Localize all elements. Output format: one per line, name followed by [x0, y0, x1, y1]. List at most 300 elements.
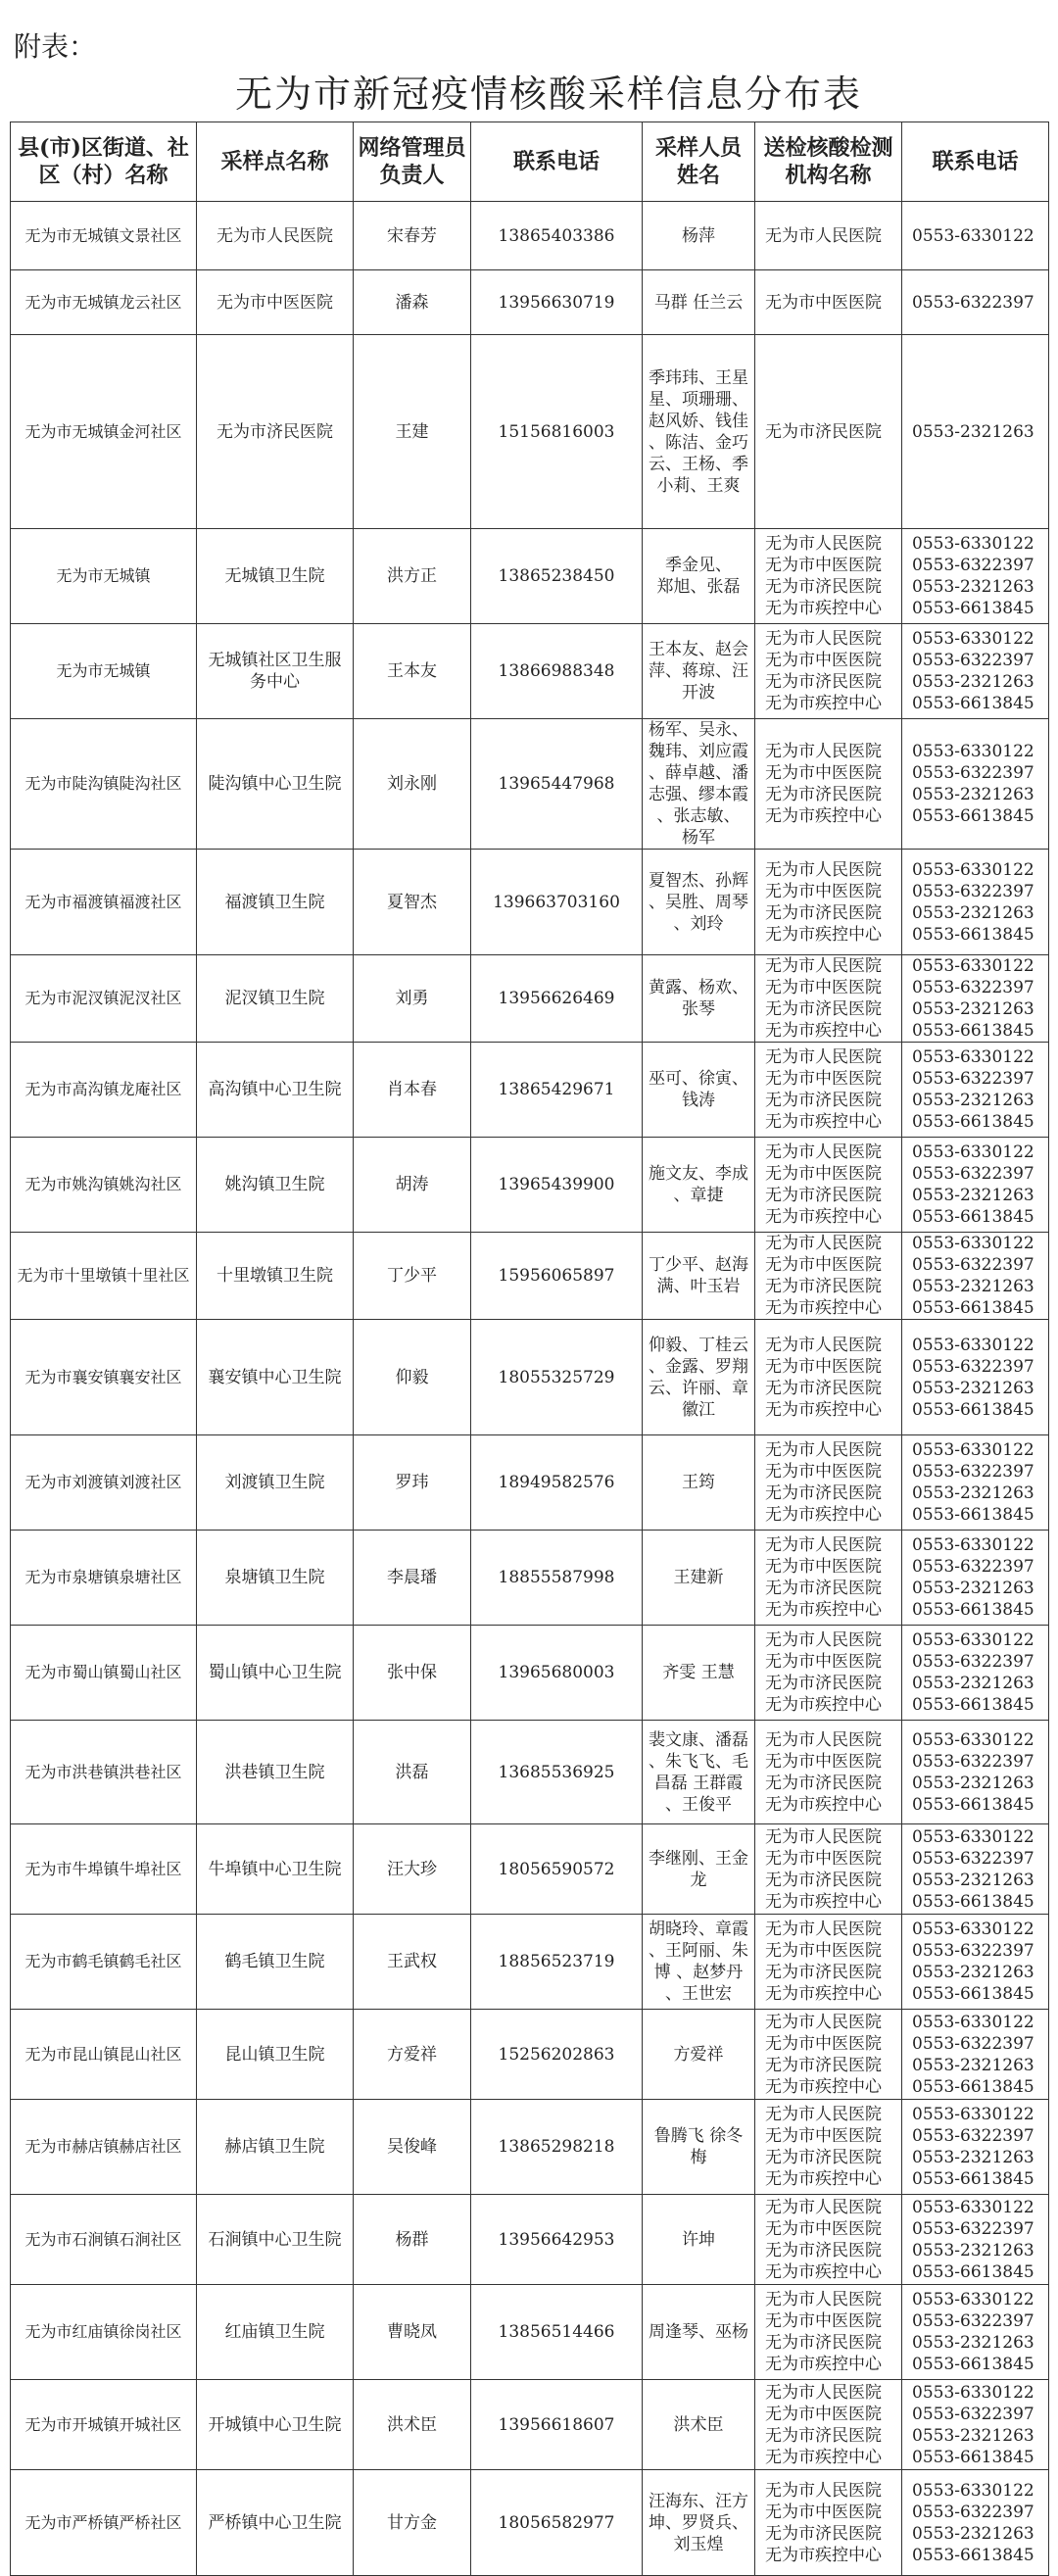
lab-phone-line: 0553-6322397 [912, 2502, 1034, 2522]
cell-staff [643, 2285, 755, 2380]
lab-line: 无为市济民医院 [765, 421, 882, 442]
lab-line: 无为市中医医院 [765, 978, 882, 997]
lab-line: 无为市疾控中心 [765, 1207, 882, 1227]
staff-line: 、金露、罗翔 [649, 1356, 748, 1377]
cell-admin: 吴俊峰 [354, 2100, 471, 2195]
lab-line: 无为市疾控中心 [765, 599, 882, 618]
cell-lab-phone [902, 850, 1049, 955]
lab-phone-line: 0553-6330122 [912, 2105, 1034, 2124]
cell-lab [755, 1043, 902, 1138]
cell-staff [643, 1320, 755, 1435]
staff-line: 、王世宏 [665, 1984, 732, 2004]
staff-line: 杨军、吴永、 [649, 720, 748, 740]
cell-lab [755, 2195, 902, 2285]
cell-phone: 18056582977 [471, 2470, 643, 2576]
cell-phone: 15256202863 [471, 2010, 643, 2100]
cell-staff [643, 624, 755, 719]
cell-admin: 洪术臣 [354, 2380, 471, 2470]
cell-site: 无为市无城镇金河社区 [11, 335, 197, 529]
lab-phone-line: 0553-6613845 [912, 694, 1034, 713]
lab-phone-line: 0553-6613845 [912, 2169, 1034, 2189]
cell-point: 牛埠镇中心卫生院 [197, 1824, 354, 1915]
staff-line: 仰毅、丁桂云 [649, 1335, 748, 1355]
lab-line: 无为市疾控中心 [765, 2076, 882, 2097]
cell-phone: 13956626469 [471, 955, 643, 1043]
table-row [11, 1915, 1049, 2010]
lab-line: 无为市济民医院 [765, 1773, 882, 1793]
cell-lab [755, 270, 902, 335]
cell-admin: 汪大珍 [354, 1824, 471, 1915]
cell-point: 襄安镇中心卫生院 [197, 1320, 354, 1435]
lab-phone-line: 0553-6322397 [912, 556, 1034, 575]
table-row [11, 270, 1049, 335]
lab-line: 无为市济民医院 [765, 1091, 882, 1110]
cell-site: 无为市赫店镇赫店社区 [11, 2100, 197, 2195]
lab-phone-line: 0553-6330122 [912, 1047, 1034, 1067]
lab-line: 无为市疾控中心 [765, 2545, 882, 2565]
lab-line: 无为市人民医院 [765, 629, 882, 649]
lab-phone-line: 0553-6613845 [912, 924, 1034, 945]
lab-phone-line: 0553-6330122 [912, 534, 1034, 554]
lab-phone-line: 0553-6330122 [912, 956, 1034, 976]
lab-line: 无为市人民医院 [765, 1535, 882, 1555]
cell-lab-phone [902, 335, 1049, 529]
lab-phone-line: 0553-2321263 [912, 2148, 1034, 2167]
lab-line: 无为市济民医院 [765, 2333, 882, 2353]
cell-phone: 13965439900 [471, 1138, 643, 1233]
lab-phone-line: 0553-6330122 [912, 225, 1034, 246]
cell-point: 昆山镇卫生院 [197, 2010, 354, 2100]
table-row [11, 2195, 1049, 2285]
lab-phone-line: 0553-6322397 [912, 1751, 1034, 1772]
lab-phone-line: 0553-6322397 [912, 763, 1034, 783]
caption: 附表： [14, 30, 97, 63]
lab-line: 无为市济民医院 [765, 2055, 882, 2075]
lab-line: 无为市中医医院 [765, 1462, 882, 1482]
lab-line: 无为市济民医院 [765, 1674, 882, 1693]
table-row [11, 2380, 1049, 2470]
lab-phone-line: 0553-6330122 [912, 1729, 1034, 1750]
lab-phone-line: 0553-6322397 [912, 1941, 1034, 1961]
staff-line: 胡晓玲、章霞 [649, 1920, 748, 1939]
lab-phone-line: 0553-6322397 [912, 2033, 1034, 2054]
lab-phone-line: 0553-6613845 [912, 1112, 1034, 1132]
cell-staff [643, 1824, 755, 1915]
cell-site: 无为市开城镇开城社区 [11, 2380, 197, 2470]
cell-lab-phone [902, 202, 1049, 270]
cell-point: 严桥镇中心卫生院 [197, 2470, 354, 2576]
lab-phone-line: 0553-2321263 [912, 1963, 1034, 1982]
cell-phone: 13956618607 [471, 2380, 643, 2470]
cell-lab-phone [902, 1721, 1049, 1824]
staff-line: 龙 [690, 1870, 707, 1890]
lab-line: 无为市中医医院 [765, 556, 882, 575]
cell-lab-phone [902, 1824, 1049, 1915]
lab-phone-line: 0553-2321263 [912, 2240, 1034, 2260]
lab-line: 无为市人民医院 [765, 742, 882, 761]
cell-point: 开城镇中心卫生院 [197, 2380, 354, 2470]
staff-line: 季玮玮、王星 [649, 367, 748, 388]
table-row [11, 2100, 1049, 2195]
cell-phone: 15156816003 [471, 335, 643, 529]
lab-phone-line: 0553-6613845 [912, 2261, 1034, 2282]
cell-site: 无为市陡沟镇陡沟社区 [11, 719, 197, 850]
cell-staff [643, 1043, 755, 1138]
cell-site: 无为市姚沟镇姚沟社区 [11, 1138, 197, 1233]
lab-phone-line: 0553-6322397 [912, 881, 1034, 901]
cell-lab-phone [902, 955, 1049, 1043]
lab-line: 无为市济民医院 [765, 2148, 882, 2167]
cell-lab-phone [902, 624, 1049, 719]
lab-line: 无为市人民医院 [765, 1920, 882, 1939]
cell-lab [755, 624, 902, 719]
lab-phone-line: 0553-6613845 [912, 599, 1034, 618]
lab-phone-line: 0553-6613845 [912, 1984, 1034, 2004]
lab-phone-line: 0553-2321263 [912, 1186, 1034, 1205]
lab-phone-line: 0553-6322397 [912, 978, 1034, 997]
lab-line: 无为市人民医院 [765, 225, 882, 246]
header-admin: 网络管理员负责人 [354, 122, 471, 202]
cell-staff [643, 1138, 755, 1233]
lab-line: 无为市人民医院 [765, 2012, 882, 2032]
header-lab: 送检核酸检测机构名称 [755, 122, 902, 202]
lab-phone-line: 0553-2321263 [912, 1091, 1034, 1110]
cell-site: 无为市十里墩镇十里社区 [11, 1233, 197, 1320]
staff-line: 昌磊 王群霞 [653, 1773, 744, 1793]
lab-line: 无为市人民医院 [765, 1729, 882, 1750]
cell-staff [643, 1233, 755, 1320]
staff-line: 周逢琴、巫杨 [649, 2322, 748, 2342]
staff-line: 星、项珊珊、 [649, 389, 748, 410]
cell-admin: 刘勇 [354, 955, 471, 1043]
lab-line: 无为市中医医院 [765, 1652, 882, 1672]
cell-admin: 潘森 [354, 270, 471, 335]
cell-site: 无为市无城镇 [11, 529, 197, 624]
table-row [11, 2010, 1049, 2100]
cell-staff [643, 1435, 755, 1531]
cell-point: 刘渡镇卫生院 [197, 1435, 354, 1531]
cell-site: 无为市鹤毛镇鹤毛社区 [11, 1915, 197, 2010]
cell-lab-phone [902, 2100, 1049, 2195]
cell-lab-phone [902, 1435, 1049, 1531]
cell-staff [643, 2470, 755, 2576]
staff-line: 坤、罗贤兵、 [649, 2512, 748, 2533]
lab-line: 无为市济民医院 [765, 2523, 882, 2544]
cell-site: 无为市严桥镇严桥社区 [11, 2470, 197, 2576]
cell-phone: 18855587998 [471, 1531, 643, 1626]
cell-admin: 王本友 [354, 624, 471, 719]
cell-admin: 仰毅 [354, 1320, 471, 1435]
lab-phone-line: 0553-6613845 [912, 1794, 1034, 1815]
lab-phone-line: 0553-2321263 [912, 2425, 1034, 2446]
lab-line: 无为市济民医院 [765, 785, 882, 804]
lab-phone-line: 0553-6330122 [912, 2012, 1034, 2032]
cell-phone: 13965680003 [471, 1626, 643, 1721]
staff-line: 徽江 [682, 1399, 715, 1420]
lab-phone-line: 0553-2321263 [912, 999, 1034, 1019]
lab-line: 无为市中医医院 [765, 2218, 882, 2239]
cell-phone: 13865429671 [471, 1043, 643, 1138]
table-row [11, 624, 1049, 719]
cell-site: 无为市泉塘镇泉塘社区 [11, 1531, 197, 1626]
lab-phone-line: 0553-2321263 [912, 1579, 1034, 1598]
lab-phone-line: 0553-2321263 [912, 902, 1034, 923]
cell-staff [643, 2380, 755, 2470]
cell-lab [755, 2380, 902, 2470]
staff-line: 杨萍 [682, 225, 715, 246]
lab-line: 无为市疾控中心 [765, 924, 882, 945]
lab-line: 无为市人民医院 [765, 2290, 882, 2309]
lab-line: 无为市疾控中心 [765, 1891, 882, 1912]
lab-line: 无为市中医医院 [765, 1356, 882, 1377]
lab-line: 无为市中医医院 [765, 2126, 882, 2146]
table-row [11, 202, 1049, 270]
cell-site: 无为市牛埠镇牛埠社区 [11, 1824, 197, 1915]
lab-phone-line: 0553-6322397 [912, 1356, 1034, 1377]
cell-phone: 15956065897 [471, 1233, 643, 1320]
cell-lab [755, 1233, 902, 1320]
lab-line: 无为市中医医院 [765, 1164, 882, 1184]
lab-phone-line: 0553-2321263 [912, 785, 1034, 804]
cell-point: 无为市济民医院 [197, 335, 354, 529]
page-title: 无为市新冠疫情核酸采样信息分布表 [234, 73, 862, 116]
lab-line: 无为市中医医院 [765, 1848, 882, 1869]
lab-line: 无为市疾控中心 [765, 2261, 882, 2282]
table-row [11, 955, 1049, 1043]
cell-lab [755, 1721, 902, 1824]
lab-line: 无为市疾控中心 [765, 1399, 882, 1420]
header-site: 县(市)区街道、社区（村）名称 [11, 122, 197, 202]
lab-phone-line: 0553-6322397 [912, 292, 1034, 313]
cell-site: 无为市刘渡镇刘渡社区 [11, 1435, 197, 1531]
table-row [11, 1138, 1049, 1233]
lab-line: 无为市济民医院 [765, 1186, 882, 1205]
cell-site: 无为市洪巷镇洪巷社区 [11, 1721, 197, 1824]
staff-line: 满、叶玉岩 [656, 1277, 741, 1296]
staff-line: 志强、缪本霞 [649, 785, 748, 804]
cell-lab-phone [902, 1233, 1049, 1320]
staff-line: 王建新 [673, 1568, 724, 1587]
cell-site: 无为市泥汊镇泥汊社区 [11, 955, 197, 1043]
lab-line: 无为市济民医院 [765, 1963, 882, 1982]
cell-staff [643, 1531, 755, 1626]
lab-phone-line: 0553-6613845 [912, 806, 1034, 826]
cell-lab-phone [902, 2285, 1049, 2380]
lab-phone-line: 0553-6330122 [912, 1142, 1034, 1162]
staff-line: 李继刚、王金 [649, 1848, 748, 1869]
cell-point: 陡沟镇中心卫生院 [197, 719, 354, 850]
staff-line: 魏玮、刘应霞 [649, 742, 748, 761]
cell-point: 十里墩镇卫生院 [197, 1233, 354, 1320]
cell-staff [643, 2195, 755, 2285]
cell-lab-phone [902, 1626, 1049, 1721]
lab-line: 无为市疾控中心 [765, 2169, 882, 2189]
lab-phone-line: 0553-6613845 [912, 2545, 1034, 2565]
cell-point: 无为市中医医院 [197, 270, 354, 335]
staff-line: 裴文康、潘磊 [649, 1729, 748, 1750]
cell-phone: 13956642953 [471, 2195, 643, 2285]
table-row [11, 1435, 1049, 1531]
cell-phone: 13865238450 [471, 529, 643, 624]
cell-lab-phone [902, 529, 1049, 624]
lab-line: 无为市济民医院 [765, 2240, 882, 2260]
cell-lab [755, 2285, 902, 2380]
lab-phone-line: 0553-6330122 [912, 2197, 1034, 2217]
cell-lab [755, 1435, 902, 1531]
cell-phone: 139663703160 [471, 850, 643, 955]
lab-phone-line: 0553-6322397 [912, 2218, 1034, 2239]
cell-lab [755, 850, 902, 955]
cell-phone: 13956630719 [471, 270, 643, 335]
cell-staff [643, 270, 755, 335]
lab-line: 无为市人民医院 [765, 2480, 882, 2501]
cell-admin: 杨群 [354, 2195, 471, 2285]
staff-line: 丁少平、赵海 [649, 1255, 748, 1275]
lab-line: 无为市中医医院 [765, 2404, 882, 2424]
table-row [11, 1721, 1049, 1824]
table-row [11, 719, 1049, 850]
staff-line: 马群 任兰云 [653, 292, 744, 313]
lab-phone-line: 0553-6322397 [912, 651, 1034, 670]
lab-line: 无为市人民医院 [765, 859, 882, 880]
lab-phone-line: 0553-6330122 [912, 859, 1034, 880]
cell-staff [643, 1721, 755, 1824]
cell-point: 福渡镇卫生院 [197, 850, 354, 955]
lab-line: 无为市疾控中心 [765, 1794, 882, 1815]
lab-phone-line: 0553-6330122 [912, 1535, 1034, 1555]
staff-line: 杨军 [682, 828, 715, 848]
cell-point: 蜀山镇中心卫生院 [197, 1626, 354, 1721]
staff-line: 洪术臣 [673, 2414, 724, 2435]
lab-phone-line: 0553-6322397 [912, 1557, 1034, 1577]
staff-line: 云、王杨、季 [649, 454, 748, 474]
lab-phone-line: 0553-6613845 [912, 1021, 1034, 1041]
lab-phone-line: 0553-6330122 [912, 1630, 1034, 1650]
cell-lab-phone [902, 719, 1049, 850]
cell-point: 赫店镇卫生院 [197, 2100, 354, 2195]
lab-phone-line: 0553-6322397 [912, 2404, 1034, 2424]
cell-lab-phone [902, 2195, 1049, 2285]
table-row [11, 850, 1049, 955]
cell-lab-phone [902, 1138, 1049, 1233]
staff-line: 汪海东、汪方 [649, 2491, 748, 2511]
lab-line: 无为市中医医院 [765, 1557, 882, 1577]
staff-line: 张琴 [682, 999, 715, 1019]
lab-phone-line: 0553-6322397 [912, 1848, 1034, 1869]
cell-staff [643, 955, 755, 1043]
lab-phone-line: 0553-2321263 [912, 2523, 1034, 2544]
table-row [11, 335, 1049, 529]
cell-admin: 丁少平 [354, 1233, 471, 1320]
cell-phone: 13965447968 [471, 719, 643, 850]
lab-line: 无为市人民医院 [765, 1826, 882, 1847]
lab-phone-line: 0553-2321263 [912, 1483, 1034, 1503]
cell-lab-phone [902, 1043, 1049, 1138]
table-row [11, 1043, 1049, 1138]
cell-admin: 肖本春 [354, 1043, 471, 1138]
lab-line: 无为市人民医院 [765, 1440, 882, 1460]
staff-line: 、章捷 [673, 1186, 724, 1205]
cell-point: 鹤毛镇卫生院 [197, 1915, 354, 2010]
staff-line: 、张志敏、 [656, 806, 741, 826]
lab-line: 无为市疾控中心 [765, 1112, 882, 1132]
staff-line: 梅 [690, 2148, 707, 2167]
lab-line: 无为市济民医院 [765, 999, 882, 1019]
lab-phone-line: 0553-6613845 [912, 1399, 1034, 1420]
cell-point: 泥汊镇卫生院 [197, 955, 354, 1043]
staff-line: 季金见、 [665, 556, 732, 575]
lab-line: 无为市人民医院 [765, 1630, 882, 1650]
lab-phone-line: 0553-6613845 [912, 2447, 1034, 2467]
staff-line: 开波 [682, 683, 715, 703]
table-row [11, 2470, 1049, 2576]
lab-line: 无为市人民医院 [765, 956, 882, 976]
staff-line: 巫可、徐寅、 [649, 1069, 748, 1089]
lab-line: 无为市济民医院 [765, 672, 882, 692]
lab-phone-line: 0553-6330122 [912, 1920, 1034, 1939]
lab-phone-line: 0553-6613845 [912, 1600, 1034, 1620]
lab-phone-line: 0553-6330122 [912, 1335, 1034, 1355]
lab-phone-line: 0553-6330122 [912, 1826, 1034, 1847]
lab-phone-line: 0553-6613845 [912, 1298, 1034, 1318]
lab-line: 无为市人民医院 [765, 1335, 882, 1355]
lab-phone-line: 0553-6322397 [912, 1652, 1034, 1672]
cell-lab [755, 1531, 902, 1626]
staff-line: 王本友、赵会 [649, 640, 748, 659]
cell-point: 泉塘镇卫生院 [197, 1531, 354, 1626]
cell-site: 无为市福渡镇福渡社区 [11, 850, 197, 955]
lab-phone-line: 0553-6613845 [912, 2076, 1034, 2097]
staff-line: 、朱飞飞、毛 [649, 1751, 748, 1772]
lab-phone-line: 0553-6613845 [912, 1207, 1034, 1227]
lab-line: 无为市中医医院 [765, 2502, 882, 2522]
table-row [11, 1233, 1049, 1320]
table-row [11, 1626, 1049, 1721]
lab-line: 无为市疾控中心 [765, 806, 882, 826]
cell-site: 无为市蜀山镇蜀山社区 [11, 1626, 197, 1721]
lab-phone-line: 0553-6322397 [912, 1069, 1034, 1089]
lab-line: 无为市人民医院 [765, 1142, 882, 1162]
cell-point: 姚沟镇卫生院 [197, 1138, 354, 1233]
lab-phone-line: 0553-6330122 [912, 2382, 1034, 2403]
cell-phone: 13865298218 [471, 2100, 643, 2195]
cell-staff [643, 2010, 755, 2100]
lab-line: 无为市济民医院 [765, 1277, 882, 1296]
cell-phone: 18949582576 [471, 1435, 643, 1531]
staff-line: 夏智杰、孙辉 [649, 870, 748, 891]
lab-phone-line: 0553-2321263 [912, 2333, 1034, 2353]
lab-line: 无为市疾控中心 [765, 2447, 882, 2467]
table-row [11, 1824, 1049, 1915]
lab-phone-line: 0553-6322397 [912, 1462, 1034, 1482]
staff-line: 小莉、王爽 [656, 475, 741, 496]
cell-admin: 方爱祥 [354, 2010, 471, 2100]
cell-site: 无为市无城镇龙云社区 [11, 270, 197, 335]
sampling-table [10, 122, 1049, 2576]
cell-admin: 王建 [354, 335, 471, 529]
staff-line: 、刘玲 [673, 913, 724, 934]
cell-staff [643, 335, 755, 529]
staff-line: 施文友、李成 [649, 1164, 748, 1184]
cell-site: 无为市无城镇 [11, 624, 197, 719]
header-point: 采样点名称 [197, 122, 354, 202]
lab-line: 无为市疾控中心 [765, 1695, 882, 1715]
cell-staff [643, 202, 755, 270]
lab-line: 无为市济民医院 [765, 2425, 882, 2446]
cell-phone: 13685536925 [471, 1721, 643, 1824]
cell-staff [643, 850, 755, 955]
lab-line: 无为市中医医院 [765, 1941, 882, 1961]
